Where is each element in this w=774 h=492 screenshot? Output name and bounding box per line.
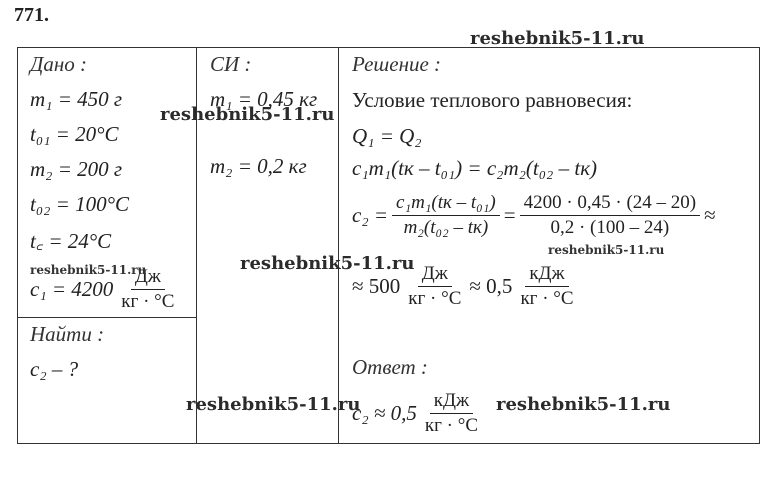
watermark-small-right: reshebnik5-11.ru [548,243,665,257]
solution-frac-numeric [520,192,701,239]
column-divider-2 [338,47,339,444]
solution-line-q: Q₁ = Q₂ [352,124,422,148]
answer-unit [421,390,482,437]
given-tk: t꜀ = 24°C [30,229,112,253]
find-c2: c₂ – ? [30,357,79,381]
given-t02: t₀₂ = 100°C [30,192,130,216]
answer-line [352,390,482,437]
solution-line-balance: c₁m₁(tк – t₀₁) = c₂m₂(t₀₂ – tк) [352,156,598,180]
find-heading: Найти : [30,322,105,346]
solution-heading: Решение : [352,52,442,76]
solution-c2-lhs: c₂ = [352,203,389,227]
answer-unit-den: кг · °C [424,415,479,436]
watermark-upper-left: reshebnik5-11.ru [160,104,335,125]
solution-result-unit-kj-num: кДж [525,263,568,287]
si-heading: СИ : [210,52,252,76]
solution-frac-numeric-den: 0,2 · (100 – 24) [550,217,670,238]
solution-frac-symbolic [392,192,500,239]
answer-lhs: c₂ ≈ 0,5 [352,401,417,425]
solution-frac-symbolic-num: c₁m₁(tк – t₀₁) [392,192,500,216]
solution-result-unit-j-den: кг · °C [408,288,462,309]
dano-heading: Дано : [30,52,88,76]
solution-result-unit-j-num: Дж [418,263,452,287]
solution-result-500: ≈ 500 [352,274,401,298]
solution-eq-sign: = [503,203,516,227]
solution-frac-symbolic-den: m₂(t₀₂ – tк) [403,217,489,238]
watermark-bottom-left: reshebnik5-11.ru [186,394,361,415]
given-c1-lhs: c₁ = 4200 [30,277,114,301]
answer-unit-num: кДж [430,390,473,414]
given-m1: m₁ = 450 г [30,87,123,111]
solution-result-unit-kj-den: кг · °C [520,288,574,309]
solution-frac-numeric-num: 4200 · 0,45 · (24 – 20) [520,192,701,216]
problem-number: 771. [14,4,49,26]
watermark-small-left: reshebnik5-11.ru [30,263,147,277]
si-m2: m₂ = 0,2 кг [210,154,307,178]
watermark-top: reshebnik5-11.ru [470,28,645,49]
solution-c2-formula [352,192,716,239]
solution-result-unit-kj [516,263,577,310]
row-divider-find [17,317,197,318]
answer-heading: Ответ : [352,355,428,379]
given-c1-unit-den: кг · °C [121,291,175,312]
watermark-bottom-right: reshebnik5-11.ru [496,394,671,415]
si-m1: m₁ = 0,45 кг [210,87,318,111]
solution-line-equilibrium: Условие теплового равновесия: [352,88,633,112]
watermark-middle: reshebnik5-11.ru [240,253,415,274]
given-m2: m₂ = 200 г [30,157,123,181]
given-t01: t₀₁ = 20°C [30,122,119,146]
given-c1-unit-num: Дж [131,266,165,290]
solution-approx-end: ≈ [704,203,716,227]
solution-result-05: ≈ 0,5 [469,274,513,298]
